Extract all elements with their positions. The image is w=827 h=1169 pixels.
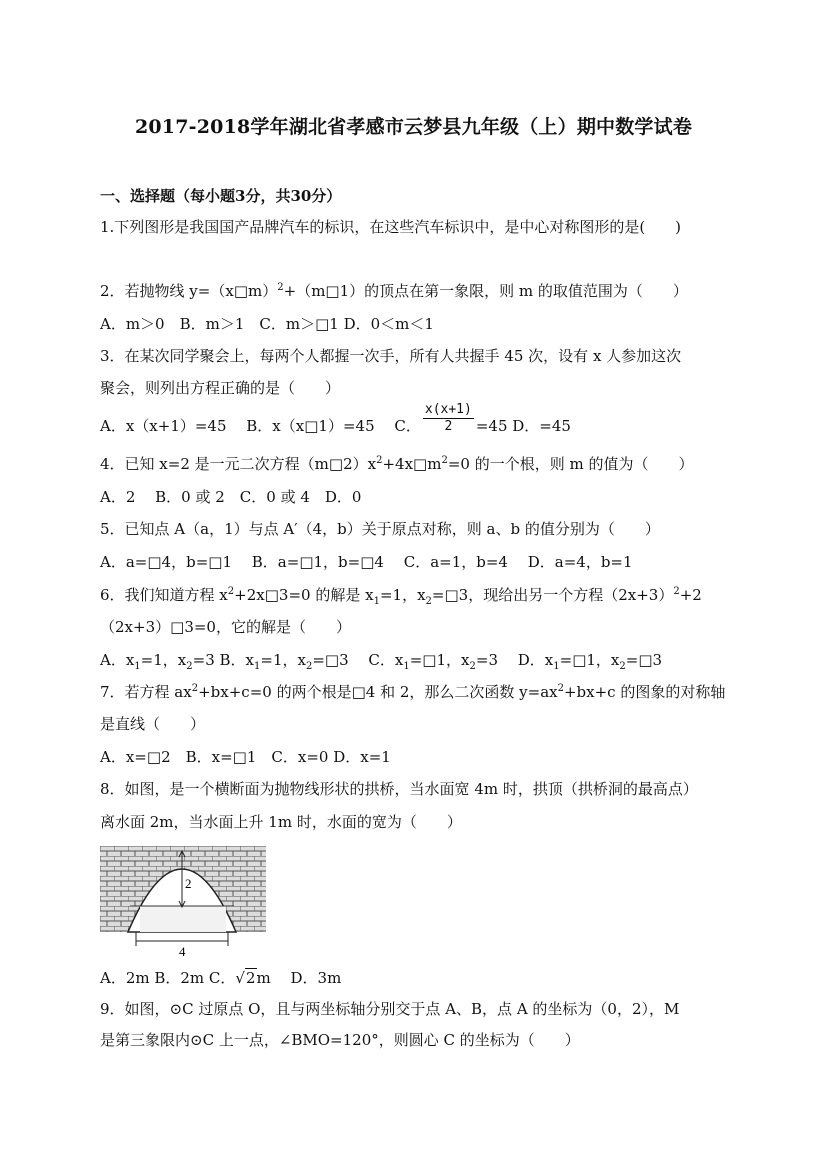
q9-stem-line2: 是第三象限内⊙C 上一点，∠BMO=120°，则圆心 C 的坐标为（ ） xyxy=(100,1031,580,1049)
sqrt: √2 xyxy=(235,969,256,987)
q9-stem-line1: 9．如图，⊙C 过原点 O，且与两坐标轴分别交于点 A、B，点 A 的坐标为（0，2），M xyxy=(100,1000,680,1018)
q6-options: A．$x_1=1$，$x_2=3$ B．$x_1=1$，$x_2=□3$ C．$x_1=□1$，$x_2=3$ D．$x_1=□1$，$x_2=□3$ xyxy=(100,651,663,672)
q6-stem-line2: （2x+3）□3=0，它的解是（ ） xyxy=(100,618,351,636)
q8-options: A．2m B．2m C．√2m D．3m xyxy=(100,969,342,987)
q4-stem: 4．已知 x=2 是一元二次方程$(m□2)x^2+4x□m^2=0$ 的一个根，则 m 的值为（ ） xyxy=(100,455,694,473)
water-surface xyxy=(140,906,226,932)
section-heading: 一、选择题（每小题3分，共30分） xyxy=(100,187,342,205)
q3-stem-line2: 聚会，则列出方程正确的是（ ） xyxy=(100,379,341,397)
q8-stem-line2: 离水面 2m，当水面上升 1m 时，水面的宽为（ ） xyxy=(100,813,462,831)
width-label: 4 xyxy=(179,944,186,958)
q5-options: A．a=□4，b=□1 B．a=□1，b=□4 C．a=1，b=4 D．a=4，b=1 xyxy=(100,553,633,571)
q3-stem-line1: 3．在某次同学聚会上，每两个人都握一次手，所有人共握手 45 次，设有 x 人参加这次 xyxy=(100,347,682,365)
q8-stem-line1: 8．如图，是一个横断面为抛物线形状的拱桥，当水面宽 4m 时，拱顶（拱桥洞的最高点） xyxy=(100,780,698,798)
q3-options: A．x（x+1）=45 B．x（x□1）=45 C． $\frac{x(x+1)}{2}$ =45 D．=45 xyxy=(100,401,571,435)
q4-options: A．2 B．0 或 2 C．0 或 4 D．0 xyxy=(100,488,362,506)
q2-stem: 2．若抛物线 y=（x□m）$^2$+（m□1）的顶点在第一象限，则 m 的取值范围为（ ） xyxy=(100,282,688,300)
q7-stem-line2: 是直线（ ） xyxy=(100,715,206,733)
q6-stem-line1: 6．我们知道方程 $x^2+2x□3=0$ 的解是 $x_1=1$，$x_2=□3$，现给出另一个方程$(2x+3)^2+2$ xyxy=(100,586,702,607)
fraction: $\frac{x(x+1)}{2}$ xyxy=(424,401,472,434)
page-title: 2017-2018学年湖北省孝感市云梦县九年级（上）期中数学试卷 xyxy=(134,116,693,138)
arch-bridge-figure xyxy=(100,846,266,958)
q2-options: A．m＞0 B．m＞1 C．m＞□1 D．0＜m＜1 xyxy=(100,315,434,333)
q7-options: A．x=□2 B．x=□1 C．x=0 D．x=1 xyxy=(100,748,391,766)
q7-stem-line1: 7．若方程 $ax^2+bx+c=0$ 的两个根是□4 和 2，那么二次函数 $y=ax^2+bx+c$ 的图象的对称轴 xyxy=(100,683,726,701)
q5-stem: 5．已知点 A（a，1）与点 A′（4，b）关于原点对称，则 a、b 的值分别为（ ） xyxy=(100,520,660,538)
q1-stem: 1.下列图形是我国国产品牌汽车的标识，在这些汽车标识中，是中心对称图形的是( ) xyxy=(100,218,682,236)
height-label: 2 xyxy=(185,876,192,891)
